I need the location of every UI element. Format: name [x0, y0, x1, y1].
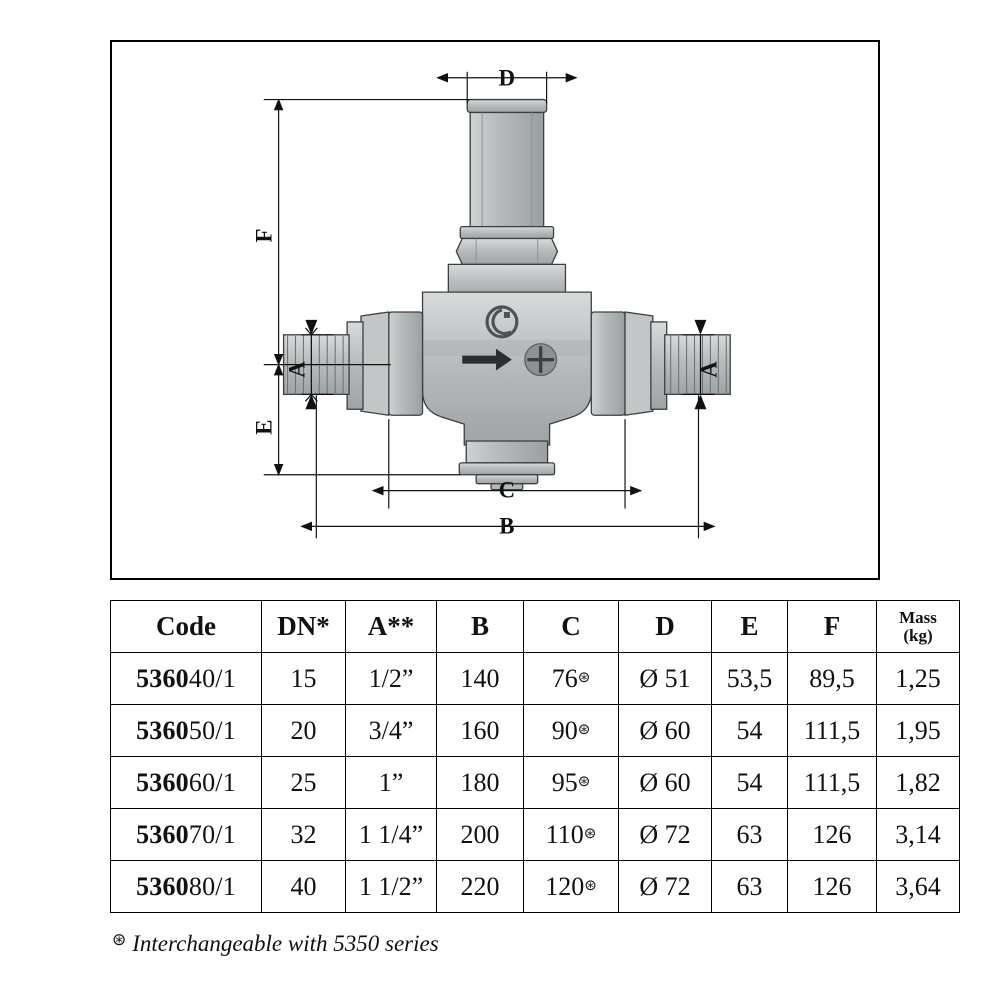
cell-a: 1” [346, 757, 437, 809]
table-row [111, 705, 960, 757]
cell-c-value: 90 [551, 715, 578, 745]
cell-dn: 15 [262, 653, 346, 705]
cell-a: 3/4” [346, 705, 437, 757]
cell-c [524, 705, 619, 757]
header-dn: DN* [262, 601, 346, 653]
cell-d: Ø 60 [619, 757, 712, 809]
code-suffix: 50/1 [188, 715, 236, 745]
cell-b: 160 [437, 705, 524, 757]
header-b: B [437, 601, 524, 653]
cell-mass: 3,14 [877, 809, 960, 861]
header-e: E [712, 601, 788, 653]
dimension-label-a-right: A [696, 361, 722, 378]
cell-c-mark: ⊛ [577, 773, 591, 790]
code-suffix: 40/1 [188, 663, 236, 693]
drawing-panel [110, 40, 880, 580]
code-prefix: 5360 [136, 767, 189, 797]
cell-d: Ø 72 [619, 809, 712, 861]
cell-c [524, 861, 619, 913]
cell-dn: 32 [262, 809, 346, 861]
cell-e: 54 [712, 757, 788, 809]
header-mass-line1: Mass [899, 607, 937, 627]
header-f: F [788, 601, 877, 653]
table-row [111, 861, 960, 913]
code-prefix: 5360 [136, 871, 189, 901]
table-row [111, 653, 960, 705]
cell-code [111, 653, 262, 705]
footnote [112, 930, 439, 957]
header-mass [877, 601, 960, 653]
cell-b: 180 [437, 757, 524, 809]
cell-c-mark: ⊛ [577, 721, 591, 738]
code-prefix: 5360 [136, 663, 189, 693]
dimension-label-a-left: A [284, 361, 310, 378]
cell-d: Ø 60 [619, 705, 712, 757]
cell-a: 1/2” [346, 653, 437, 705]
cell-dn: 20 [262, 705, 346, 757]
cell-c-value: 110 [545, 819, 584, 849]
dimension-label-d: D [498, 65, 516, 91]
cell-f: 126 [788, 809, 877, 861]
cell-b: 200 [437, 809, 524, 861]
code-suffix: 70/1 [188, 819, 236, 849]
header-code: Code [111, 601, 262, 653]
cell-e: 53,5 [712, 653, 788, 705]
code-suffix: 80/1 [188, 871, 236, 901]
cell-b: 140 [437, 653, 524, 705]
cell-a: 1 1/2” [346, 861, 437, 913]
cell-mass: 3,64 [877, 861, 960, 913]
cell-a: 1 1/4” [346, 809, 437, 861]
dimension-label-e: E [251, 419, 277, 435]
table-row [111, 757, 960, 809]
table-header-row [111, 601, 960, 653]
cell-e: 63 [712, 861, 788, 913]
footnote-marker: ⊛ [112, 930, 127, 949]
cell-c-mark: ⊛ [577, 669, 591, 686]
cell-f: 111,5 [788, 705, 877, 757]
code-prefix: 5360 [136, 819, 189, 849]
footnote-text: Interchangeable with 5350 series [132, 931, 439, 956]
cell-c-value: 120 [545, 871, 585, 901]
valve-body-graphic [284, 100, 731, 490]
cell-code [111, 809, 262, 861]
cell-dn: 25 [262, 757, 346, 809]
cell-f: 89,5 [788, 653, 877, 705]
dimension-label-c: C [498, 477, 516, 503]
cell-mass: 1,25 [877, 653, 960, 705]
cell-c [524, 757, 619, 809]
cell-c-value: 76 [551, 663, 578, 693]
header-d: D [619, 601, 712, 653]
cell-d: Ø 51 [619, 653, 712, 705]
cell-dn: 40 [262, 861, 346, 913]
cell-mass: 1,95 [877, 705, 960, 757]
specification-table [110, 600, 960, 913]
code-suffix: 60/1 [188, 767, 236, 797]
cell-code [111, 757, 262, 809]
cell-c-mark: ⊛ [583, 825, 597, 842]
cell-mass: 1,82 [877, 757, 960, 809]
cell-d: Ø 72 [619, 861, 712, 913]
table-row [111, 809, 960, 861]
cell-code [111, 705, 262, 757]
cell-c-mark: ⊛ [584, 877, 597, 894]
dimension-label-f: F [251, 228, 277, 243]
cell-b: 220 [437, 861, 524, 913]
code-prefix: 5360 [136, 715, 189, 745]
cell-c [524, 809, 619, 861]
valve-dimension-drawing [112, 42, 878, 578]
cell-e: 54 [712, 705, 788, 757]
cell-c-value: 95 [551, 767, 578, 797]
cell-f: 111,5 [788, 757, 877, 809]
dimension-label-b: B [499, 513, 515, 539]
cell-c [524, 653, 619, 705]
cell-code [111, 861, 262, 913]
cell-e: 63 [712, 809, 788, 861]
header-mass-line2: (kg) [903, 625, 933, 645]
cell-f: 126 [788, 861, 877, 913]
header-c: C [524, 601, 619, 653]
header-a: A** [346, 601, 437, 653]
